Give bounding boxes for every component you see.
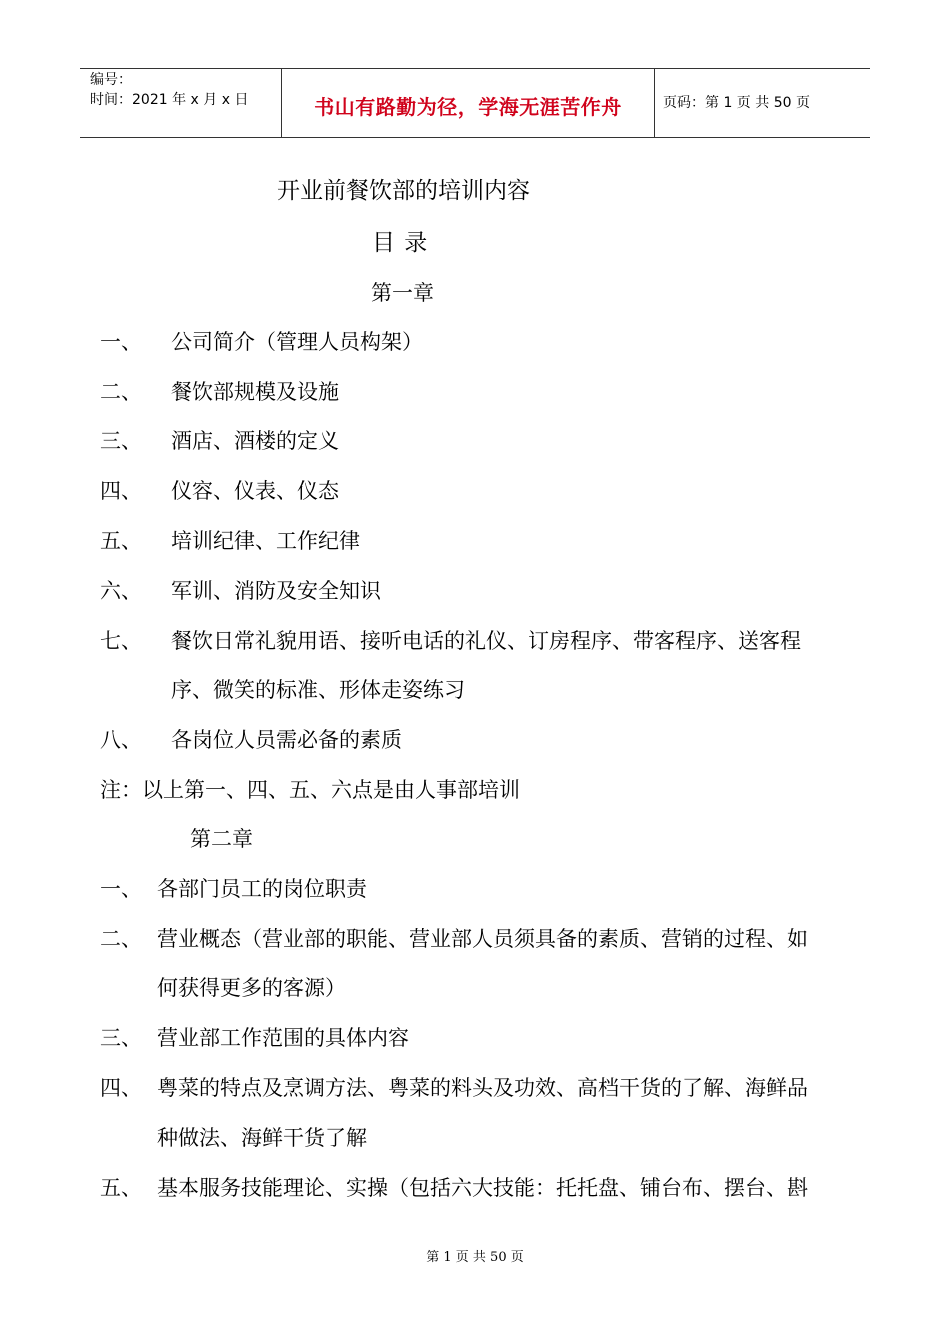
number-label: 编号： — [90, 72, 132, 88]
time-label: 时间：2021 年 x 月 x 日 — [90, 92, 249, 108]
ch2-item-4-cont: 种做法、海鲜干货了解 — [157, 1126, 367, 1150]
ch2-item-1-num: 一、 — [100, 877, 142, 901]
ch2-item-3-text: 营业部工作范围的具体内容 — [157, 1026, 409, 1050]
ch1-item-8-num: 八、 — [100, 728, 142, 752]
header-middle-cell — [281, 69, 655, 137]
ch1-item-2-num: 二、 — [100, 380, 142, 404]
ch2-item-5-text: 基本服务技能理论、实操（包括六大技能：托托盘、铺台布、摆台、斟 — [157, 1176, 808, 1200]
ch2-item-1-text: 各部门员工的岗位职责 — [157, 877, 367, 901]
chapter-1-heading: 第一章 — [371, 281, 434, 305]
ch1-item-4-num: 四、 — [100, 479, 142, 503]
ch1-item-3-text: 酒店、酒楼的定义 — [171, 429, 339, 453]
ch1-item-4-text: 仪容、仪表、仪态 — [171, 479, 339, 503]
ch1-item-7-text: 餐饮日常礼貌用语、接听电话的礼仪、订房程序、带客程序、送客程 — [171, 629, 801, 653]
ch2-item-2-cont: 何获得更多的客源） — [157, 976, 346, 1000]
ch1-item-8-text: 各岗位人员需必备的素质 — [171, 728, 402, 752]
motto: 书山有路勤为径，学海无涯苦作舟 — [314, 95, 622, 119]
ch1-item-1-num: 一、 — [100, 330, 142, 354]
ch1-note: 注：以上第一、四、五、六点是由人事部培训 — [100, 778, 520, 802]
page-footer: 第 1 页 共 50 页 — [426, 1250, 524, 1265]
ch2-item-4-num: 四、 — [100, 1076, 142, 1100]
ch1-item-6-text: 军训、消防及安全知识 — [171, 579, 381, 603]
ch1-item-7-cont: 序、微笑的标准、形体走姿练习 — [171, 678, 465, 702]
ch1-item-7-num: 七、 — [100, 629, 142, 653]
ch1-item-1-text: 公司简介（管理人员构架） — [171, 330, 423, 354]
ch2-item-2-num: 二、 — [100, 927, 142, 951]
chapter-2-heading: 第二章 — [190, 827, 253, 851]
header-table — [80, 68, 870, 138]
page-info: 页码：第 1 页 共 50 页 — [663, 95, 810, 111]
ch2-item-4-text: 粤菜的特点及烹调方法、粤菜的料头及功效、高档干货的了解、海鲜品 — [157, 1076, 808, 1100]
header-left-cell — [80, 69, 280, 137]
ch2-item-3-num: 三、 — [100, 1026, 142, 1050]
ch1-item-5-num: 五、 — [100, 529, 142, 553]
ch1-item-5-text: 培训纪律、工作纪律 — [171, 529, 360, 553]
header-right-cell — [655, 69, 870, 137]
ch1-item-3-num: 三、 — [100, 429, 142, 453]
ch1-item-2-text: 餐饮部规模及设施 — [171, 380, 339, 404]
ch2-item-5-num: 五、 — [100, 1176, 142, 1200]
ch1-item-6-num: 六、 — [100, 579, 142, 603]
document-title: 开业前餐饮部的培训内容 — [277, 178, 530, 204]
toc-heading: 目 录 — [372, 230, 429, 256]
ch2-item-2-text: 营业概态（营业部的职能、营业部人员须具备的素质、营销的过程、如 — [157, 927, 808, 951]
